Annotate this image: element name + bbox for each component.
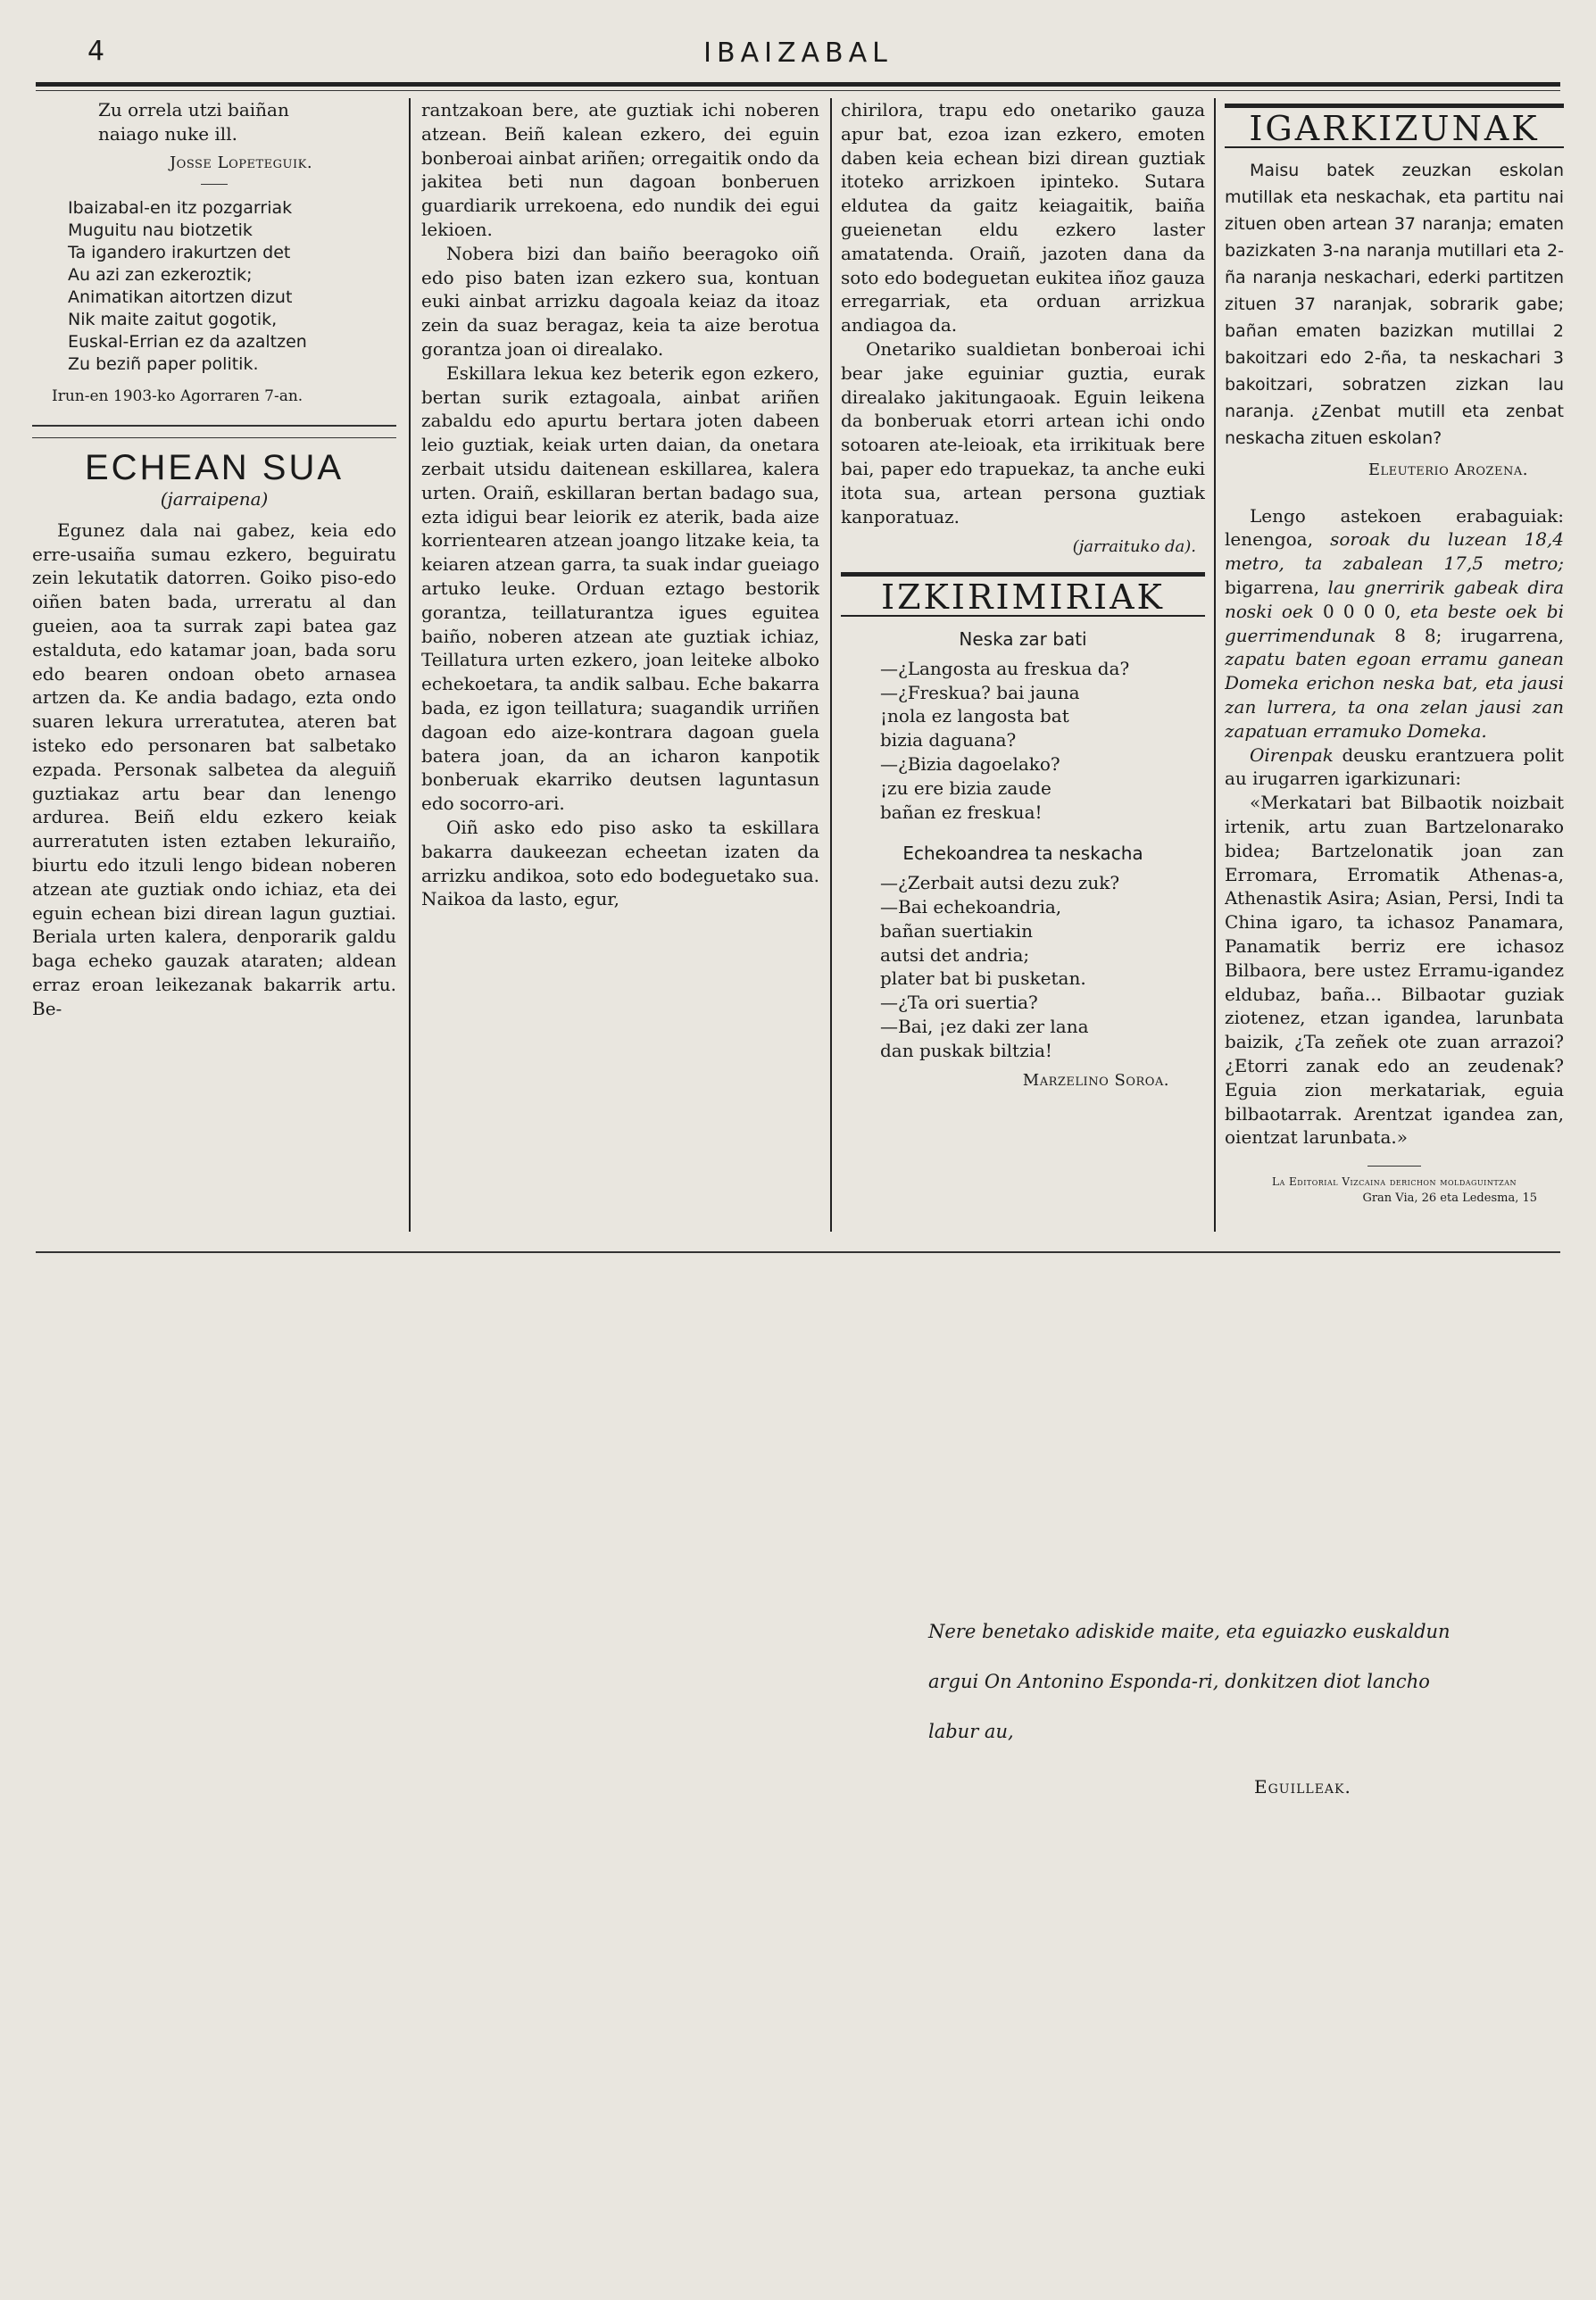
riddle-author: Eleuterio Arozena. — [1367, 460, 1528, 479]
article-paragraph: Oiñ asko edo piso asko ta eskillara bakarra daukeezan echeetan izaten da arrizku andikoa, soto edo bodeguetako sua. Naikoa da lasto, egur, — [421, 816, 819, 910]
poem-line: Euskal-Errian ez da azaltzen — [68, 332, 307, 353]
dialog-line: —¿Freskua? bai jauna — [880, 681, 1080, 703]
section-divider — [32, 425, 396, 438]
dialog-line: ¡zu ere bizia zaude — [880, 776, 1052, 799]
article-paragraph: rantzakoan bere, ate guztiak ichi noberen atzean. Beiñ kalean ezkero, dei eguin bonberoai ainbat ariñen; orregaitik ondo da jakitea beti nun dagoan bonberuen guardiarik urrekoena, edo nundik dei egui lekioen. — [421, 99, 819, 240]
short-divider — [1367, 1166, 1421, 1167]
header-rule — [36, 82, 1560, 87]
riddle-text: Maisu batek zeuzkan eskolan mutillak eta neskachak, eta partitu nai zituen oben artean 37 naranja; ematen bazizkaten 3-na naranja mutillari eta 2-ña naranja neskachari, ederki partitzen zituen 37 naranjak, sobrarik gabe; bañan ematen bazizkan mutillai 2 bakoitzari edo 2-ña, ta neskachari 3 bakoitzari, sobratzen zizkan lau naranja. ¿Zenbat mutill eta zenbat neskacha zituen eskolan? — [1225, 160, 1564, 448]
column-divider — [830, 98, 832, 1232]
page-title: IBAIZABAL — [703, 37, 893, 69]
spacer — [1225, 488, 1564, 504]
dialog-line: —¿Ta ori suertia? — [880, 992, 1038, 1014]
dialog-line: plater bat bi pusketan. — [880, 967, 1086, 990]
column-4 — [1225, 98, 1564, 1223]
answer-2: lau gnerririk gabeak dira noski oek — [1225, 576, 1564, 622]
poem-line: Muguitu nau biotzetik — [68, 220, 253, 241]
answers-mid: bigarrena, — [1225, 576, 1320, 598]
column-2 — [421, 98, 819, 1223]
poem-line: Zu orrela utzi baiñan — [98, 99, 289, 120]
header-rule-thin — [36, 90, 1560, 91]
section-title-echean-sua: ECHEAN SUA — [84, 448, 345, 488]
dialog-line: —¿Bizia dagoelako? — [880, 752, 1060, 775]
dialog-line: autsi det andria; — [880, 943, 1030, 966]
dialog-line: bizia daguana? — [880, 729, 1017, 751]
article-paragraph: chirilora, trapu edo onetariko gauza apur bat, ezoa izan ezkero, emoten daben keia echean bizi direan guztiak itoteko arrizkoen ipinteko. Sutara eldutea da gaitz keiagaitik, baiña gueienetan eldu ezkero laster amatatenda. Oraiñ, jazoten dana da soto edo bodeguetan eukitea iñoz gauza erregarriak, eta orduan arrizkua andiagoa da. — [841, 99, 1205, 336]
poem-line: Au azi zan ezkeroztik; — [68, 265, 253, 286]
column-divider — [1214, 98, 1216, 1232]
column-divider — [409, 98, 411, 1232]
page-number: 4 — [87, 36, 105, 67]
answer-digits: 0 0 0 0, — [1313, 600, 1401, 622]
oirenpak-label: Oirenpak — [1250, 743, 1334, 766]
continued-note: (jarraituko da). — [1072, 537, 1196, 557]
answer-quote: «Merkatari bat Bilbaotik noizbait irtenik, artu zuan Bartzelonarako bidea; Bartzelonatik joan zan Erromara, Erromatik Athenas-a, Athenastik Asira; Asian, Persi, Indi ta China igaro, ta ichasoz Panamara, Panamatik berriz ere ichasoz Bilbaora, bere ustez Erramu-igandez eldubaz, baña... Bilbaotar guziak ziotenez, etzan igandea, larunbata baizik, ¿Ta zeñek ote zuan arrazoi? ¿Etorri zanak edo an zeudenak? Eguia zion merkatariak, eguia bilbaotarrak. Arentzat igandea zan, oientzat larunbata.» — [1225, 792, 1564, 1149]
article-paragraph: Eskillara lekua kez beterik egon ezkero, bertan surik eztagoala, ainbat ariñen zabaldu edo apurtu bertara joten dabeen leio guztiak, keiak urten daian, da onetara zerbait utsidu daitenean eskillarea, kalera urten. Oraiñ, eskillaran bertan badago sua, ezta idigui bear leiorik ez aterik, bada aize korrientearen atzean joango litzake keia, ta keiaren atzean garra, ta suak indar gueiago artuko leuke. Orduan eztago bestorik gorantza, teillaturantza igues eguitea baiño, noberen atzean ate guztiak ichiaz, Teillatura urten ezkero, joan leiteke alboko echekoetara, ta andik salbau. Eche bakarra bada, ez igon teillatura; suagandik urriñen dagoan edo aize-kontrara dagoan guela batera joan, da an icharon kanpotik bonberuak ekarriko deutsen laguntasun edo socorro-ari. — [421, 361, 819, 815]
subheading: Echekoandrea ta neskacha — [902, 843, 1143, 865]
columns — [32, 98, 1564, 1223]
answer-1: soroak du luzean 18,4 metro, ta zabalean 17,5 metro; — [1225, 528, 1564, 575]
dialog-line: —¿Langosta au freskua da? — [880, 657, 1130, 679]
answer-3: zapatu baten egoan erramu ganean Domeka erichon neska bat, eta jausi zan lurrera, ta ona zelan jausi zan zapatuan erramuko Domeka. — [1225, 648, 1564, 742]
dedication-poem — [32, 197, 396, 376]
dialog-line: —Bai echekoandria, — [880, 895, 1062, 918]
article-paragraph: Nobera bizi dan baiño beeragoko oiñ edo piso baten izan ezkero sua, kontuan euki ainbat arrizku dagoala keiaz da itoaz zein da suaz beragaz, keia ta aize berotua gorantza joan oi direalako. — [421, 242, 819, 360]
section-title-izkirimiriak: IZKIRIMIRIAK — [841, 572, 1205, 617]
dialog-line: bañan ez freskua! — [880, 801, 1043, 823]
poem-line: naiago nuke ill. — [98, 122, 237, 145]
subheading: Neska zar bati — [959, 627, 1087, 650]
column-3 — [841, 98, 1205, 1223]
dialog-line: dan puskak biltzia! — [880, 1039, 1052, 1061]
answer-2b: eta beste oek bi guerrimendunak — [1225, 600, 1564, 646]
column-1 — [32, 98, 396, 1223]
poem-line: Nik maite zaitut gogotik, — [68, 310, 278, 330]
izkirimiriak-author: Marzelino Soroa. — [1022, 1071, 1169, 1091]
section-title-igarkizunak: IGARKIZUNAK — [1225, 104, 1564, 148]
poem-line: Animatikan aitortzen dizut — [68, 287, 293, 308]
oirenpak-text: deusku erantzuera polit au irugarren igarkizunari: — [1225, 743, 1564, 790]
answers-third: irugarrena, — [1442, 624, 1564, 646]
poem-line: Zu beziñ paper politik. — [68, 354, 259, 375]
bottom-rule — [36, 1251, 1560, 1253]
poem-end — [32, 98, 396, 146]
dialog-line: —Bai, ¡ez daki zer lana — [880, 1015, 1089, 1037]
answer-digits: 8 8; — [1376, 624, 1442, 646]
dedication-signature: Eguilleak. — [1254, 1776, 1351, 1798]
dedication-text: Nere benetako adiskide maite, eta eguiazko euskaldun argui On Antonino Esponda-ri, donkitzen diot lancho labur au, — [928, 1621, 1451, 1742]
imprint-line-1: La Editorial Vizcaina derichon moldaguintzan — [1271, 1175, 1517, 1189]
answers-intro: Lengo astekoen erabaguiak: lenengoa, — [1225, 504, 1564, 551]
dialog-2 — [841, 871, 1205, 1062]
dialog-1 — [841, 657, 1205, 825]
answers-paragraph — [1225, 504, 1564, 743]
poem-author: Josse Lopeteguik. — [169, 153, 313, 172]
section-subtitle: (jarraipena) — [160, 487, 269, 510]
dedication-place: Irun-en 1903-ko Agorraren 7-an. — [52, 387, 303, 406]
oirenpak-paragraph — [1225, 743, 1564, 792]
poem-line: Ta igandero irakurtzen det — [68, 243, 291, 263]
short-divider — [201, 184, 228, 185]
article-paragraph: Egunez dala nai gabez, keia edo erre-usaiña sumau ezkero, beguiratu zein lekutatik datorren. Goiko piso-edo oiñen baten bada, urreratu al dan gueien, aoa ta surrak zapi batea gaz estalduta, edo katamar joan, bada soru edo bearen ondoan obeto arnasea artzen da. Ke andia badago, ezta ondo suaren lekura urreratutea, ateren bat isteko edo personaren bat salbetako ezpada. Personak salbetea da aleguiñ guztiakaz artu bear dan lenengo ardurea. Beiñ eldu ezkero keiak aurreratuten isten eztaben lekuraiño, biurtu edo itzuli lengo bidean noberen atzean ate guztiak ondo ichiaz, eta dei eguin echean bizi direan lagun guztiai. Beriala urten kalera, denporarik galdu baga echeko gauzak ataraten; aldean erraz eroan leikezanak bakarrik artu. Be- — [32, 519, 396, 1019]
imprint-line-2: Gran Via, 26 eta Ledesma, 15 — [1362, 1192, 1537, 1206]
dialog-line: bañan suertiakin — [880, 919, 1034, 942]
poem-line: Ibaizabal-en itz pozgarriak — [68, 198, 293, 219]
dialog-line: ¡nola ez langosta bat — [880, 705, 1069, 727]
article-paragraph: Onetariko sualdietan bonberoai ichi bear jake eguiniar guztia, eurak direalako jakitungaoak. Eguin leikena da bonberuak etorri artean ichi ondo sotoaren ate-leioak, eta irrikituak bere bai, paper edo trapuekaz, ta anche euki itota sua, artean persona guztiak kanporatuaz. — [841, 337, 1205, 527]
dialog-line: —¿Zerbait autsi dezu zuk? — [880, 872, 1120, 894]
